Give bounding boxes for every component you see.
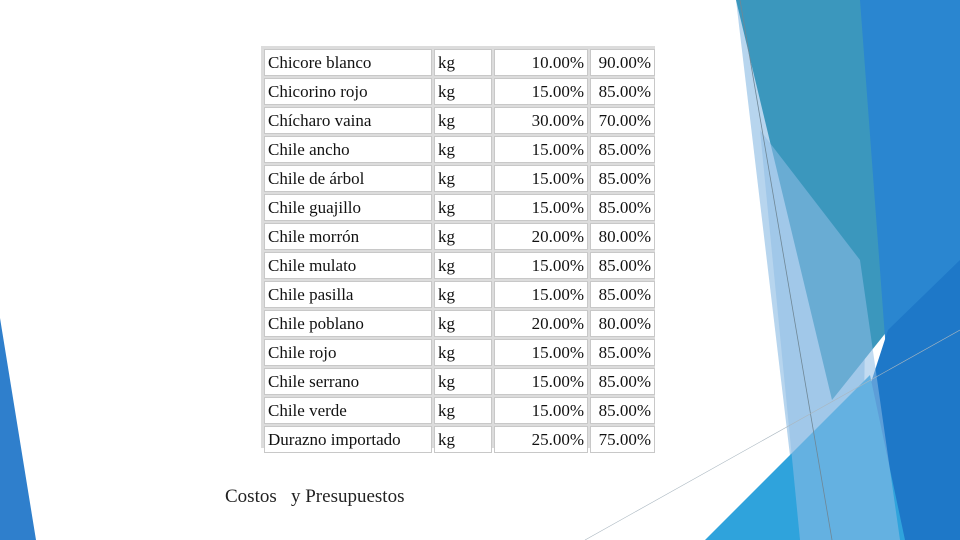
cell-percent-1: 15.00% bbox=[494, 165, 588, 192]
cell-percent-1: 15.00% bbox=[494, 339, 588, 366]
cell-unit: kg bbox=[434, 281, 492, 308]
cell-unit: kg bbox=[434, 194, 492, 221]
cell-percent-2: 85.00% bbox=[590, 194, 655, 221]
cell-percent-2: 85.00% bbox=[590, 78, 655, 105]
table-row bbox=[264, 281, 655, 308]
cell-percent-2: 85.00% bbox=[590, 252, 655, 279]
cell-unit: kg bbox=[434, 310, 492, 337]
cell-name: Chile rojo bbox=[264, 339, 432, 366]
cell-unit: kg bbox=[434, 397, 492, 424]
cell-name: Chile pasilla bbox=[264, 281, 432, 308]
cell-name: Chile poblano bbox=[264, 310, 432, 337]
cell-percent-1: 30.00% bbox=[494, 107, 588, 134]
cell-percent-1: 15.00% bbox=[494, 368, 588, 395]
cell-percent-2: 85.00% bbox=[590, 281, 655, 308]
cell-name: Chile morrón bbox=[264, 223, 432, 250]
table-row bbox=[264, 310, 655, 337]
data-table-body bbox=[264, 49, 655, 453]
cell-unit: kg bbox=[434, 368, 492, 395]
table-row bbox=[264, 136, 655, 163]
cell-unit: kg bbox=[434, 107, 492, 134]
cell-percent-1: 25.00% bbox=[494, 426, 588, 453]
cell-unit: kg bbox=[434, 252, 492, 279]
cell-unit: kg bbox=[434, 78, 492, 105]
cell-unit: kg bbox=[434, 165, 492, 192]
cell-unit: kg bbox=[434, 49, 492, 76]
cell-percent-1: 15.00% bbox=[494, 252, 588, 279]
cell-name: Chile guajillo bbox=[264, 194, 432, 221]
cell-unit: kg bbox=[434, 136, 492, 163]
table-row bbox=[264, 194, 655, 221]
data-table-frame bbox=[261, 46, 655, 448]
table-row bbox=[264, 252, 655, 279]
table-row bbox=[264, 223, 655, 250]
table-row bbox=[264, 107, 655, 134]
table-row bbox=[264, 426, 655, 453]
cell-name: Chicorino rojo bbox=[264, 78, 432, 105]
cell-percent-2: 80.00% bbox=[590, 223, 655, 250]
cell-name: Chicore blanco bbox=[264, 49, 432, 76]
cell-name: Chile mulato bbox=[264, 252, 432, 279]
cell-name: Chícharo vaina bbox=[264, 107, 432, 134]
cell-percent-2: 85.00% bbox=[590, 165, 655, 192]
footer-text: Costos y Presupuestos bbox=[225, 486, 405, 507]
cell-percent-2: 90.00% bbox=[590, 49, 655, 76]
cell-name: Chile ancho bbox=[264, 136, 432, 163]
cell-percent-1: 15.00% bbox=[494, 281, 588, 308]
cell-percent-1: 20.00% bbox=[494, 223, 588, 250]
table-row bbox=[264, 339, 655, 366]
cell-name: Chile verde bbox=[264, 397, 432, 424]
cell-percent-1: 10.00% bbox=[494, 49, 588, 76]
table-row bbox=[264, 368, 655, 395]
cell-percent-1: 15.00% bbox=[494, 136, 588, 163]
cell-unit: kg bbox=[434, 339, 492, 366]
cell-name: Chile serrano bbox=[264, 368, 432, 395]
cell-unit: kg bbox=[434, 223, 492, 250]
cell-percent-1: 20.00% bbox=[494, 310, 588, 337]
cell-percent-2: 80.00% bbox=[590, 310, 655, 337]
cell-percent-1: 15.00% bbox=[494, 194, 588, 221]
table-row bbox=[264, 397, 655, 424]
cell-percent-2: 85.00% bbox=[590, 339, 655, 366]
cell-unit: kg bbox=[434, 426, 492, 453]
cell-percent-2: 85.00% bbox=[590, 397, 655, 424]
cell-name: Chile de árbol bbox=[264, 165, 432, 192]
table-row bbox=[264, 49, 655, 76]
cell-percent-2: 85.00% bbox=[590, 368, 655, 395]
data-table bbox=[262, 47, 657, 455]
cell-percent-1: 15.00% bbox=[494, 78, 588, 105]
table-row bbox=[264, 78, 655, 105]
table-row bbox=[264, 165, 655, 192]
cell-percent-2: 70.00% bbox=[590, 107, 655, 134]
cell-name: Durazno importado bbox=[264, 426, 432, 453]
cell-percent-2: 75.00% bbox=[590, 426, 655, 453]
cell-percent-2: 85.00% bbox=[590, 136, 655, 163]
left-accent-shape bbox=[0, 318, 36, 540]
cell-percent-1: 15.00% bbox=[494, 397, 588, 424]
